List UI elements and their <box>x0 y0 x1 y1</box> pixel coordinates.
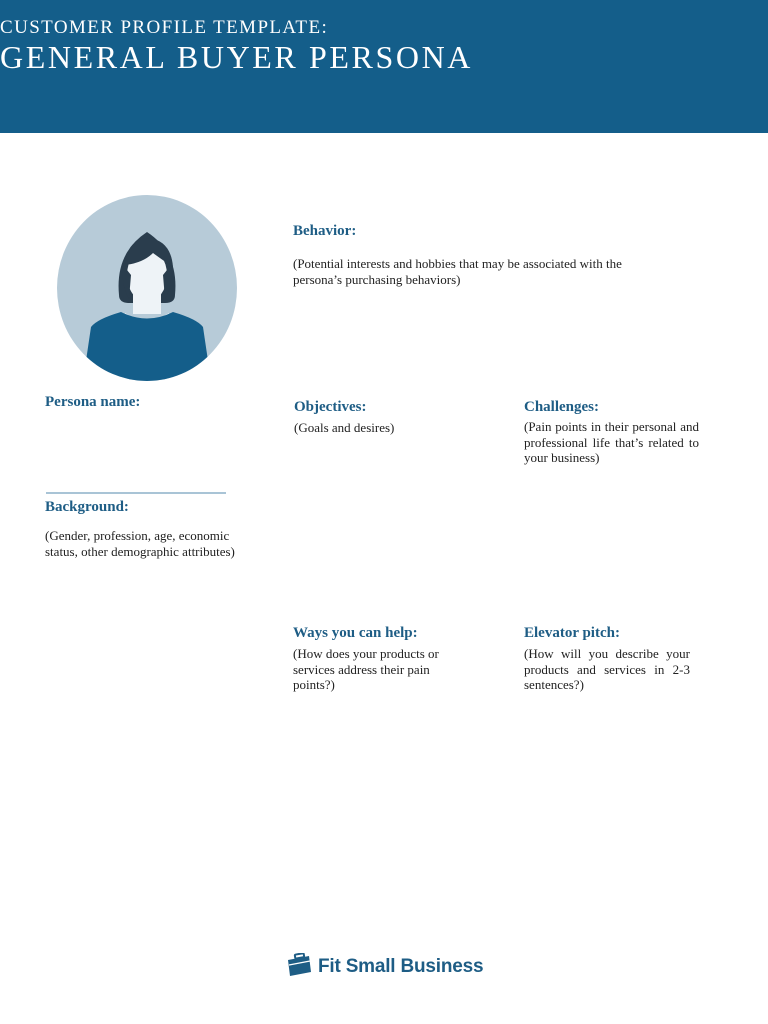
logo-text: Fit Small Business <box>318 956 484 977</box>
background-description: (Gender, profession, age, economic status, other demographic attributes) <box>45 528 235 559</box>
ways-to-help-label: Ways you can help: <box>293 625 418 641</box>
behavior-description: (Potential interests and hobbies that may be associated with the persona’s purchasing behaviors) <box>293 256 622 287</box>
header-banner <box>0 0 768 133</box>
background-label: Background: <box>45 499 129 515</box>
elevator-pitch-label: Elevator pitch: <box>524 625 620 641</box>
ways-to-help-description: (How does your products or services address their pain points?) <box>293 646 439 692</box>
page-title: GENERAL BUYER PERSONA <box>0 39 473 75</box>
person-avatar-icon <box>57 195 237 381</box>
header-subtitle: CUSTOMER PROFILE TEMPLATE: <box>0 17 329 38</box>
persona-name-label: Persona name: <box>45 394 141 410</box>
briefcase-icon <box>286 953 312 982</box>
elevator-pitch-description: (How will you describe your products and services in 2-3 sentences?) <box>524 646 690 692</box>
footer-logo <box>286 954 483 980</box>
objectives-description: (Goals and desires) <box>294 420 395 435</box>
section-divider <box>46 492 226 494</box>
behavior-label: Behavior: <box>293 223 357 239</box>
challenges-description: (Pain points in their personal and professional life that’s related to your business) <box>524 419 699 465</box>
challenges-label: Challenges: <box>524 399 599 415</box>
objectives-label: Objectives: <box>294 399 367 415</box>
